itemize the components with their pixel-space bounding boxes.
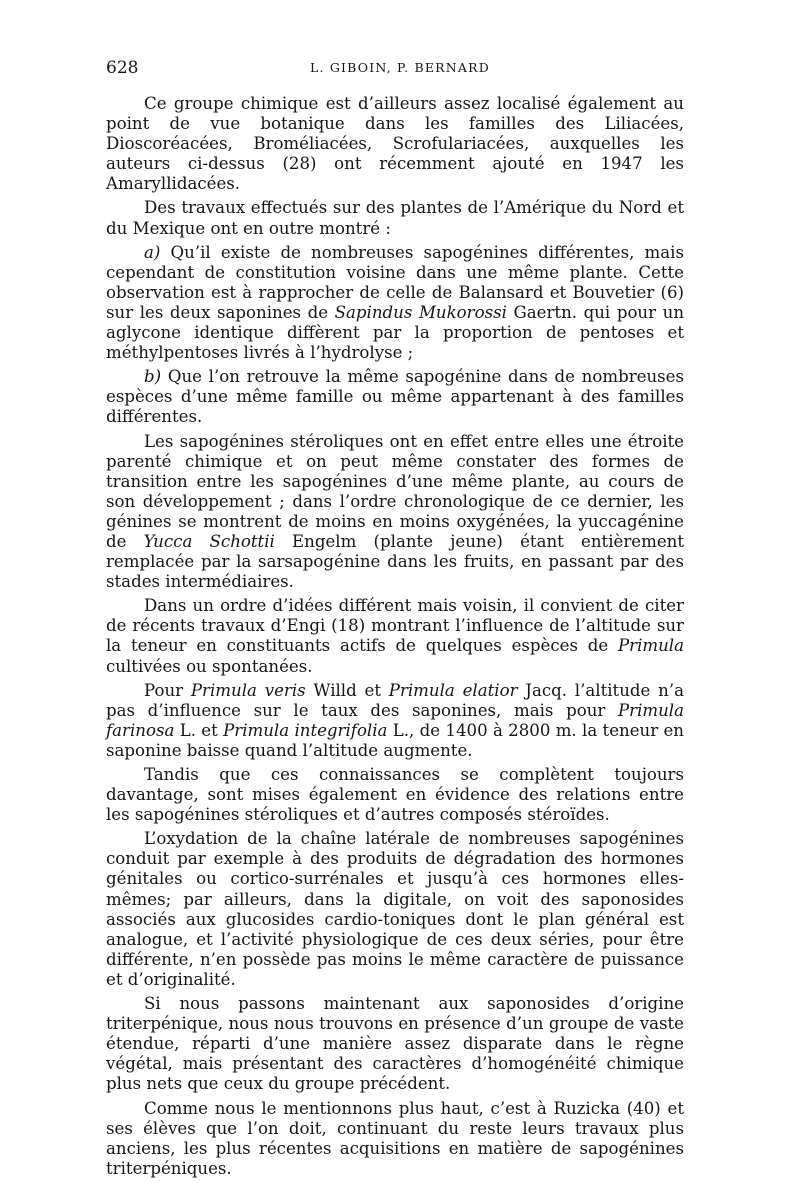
species-name: Primula: [617, 636, 684, 656]
species-name: Primula farinosa: [106, 700, 684, 740]
species-name: Primula elatior: [388, 680, 518, 700]
running-head-authors: L. GIBOIN, P. BERNARD: [309, 60, 490, 75]
text-segment: Qu’il existe de nombreuses sapogénines différentes, mais cependant de constitution voisine dans une même plante. Cette observation est à rapprocher de celle de Balansard et Bouvetier (6) sur les deux saponines de: [106, 242, 684, 322]
paragraph-list-item-b: [106, 367, 684, 427]
text-segment: Engelm (plante jeune) étant entièrement remplacée par la sarsapogénine dans les fruits, en passant par des stades intermédiaires.: [106, 531, 684, 592]
text-segment: Dans un ordre d’idées différent mais voisin, il convient de citer de récents travaux d’Engi (18) montrant l’influence de l’altitude sur la teneur en constituants actifs de quelques espèces de: [106, 596, 684, 656]
paragraph: [106, 829, 684, 990]
text-segment: cultivées ou spontanées.: [106, 656, 313, 676]
paragraph-list-item-a: [106, 243, 684, 364]
text-segment: Tandis que ces connaissances se complètent toujours davantage, sont mises également en évidence des relations entre les sapogénines stéroliques et d’autres composés stéroïdes.: [106, 765, 684, 825]
text-segment: Willd et: [305, 680, 389, 700]
paragraph: [106, 994, 684, 1094]
text-segment: Des travaux effectués sur des plantes de l’Amérique du Nord et du Mexique ont en outre montré :: [106, 198, 684, 238]
page-header: [106, 58, 694, 82]
text-segment: Les sapogénines stéroliques ont en effet entre elles une étroite parenté chimique et on peut même constater des formes de transition entre les sapogénines d’une même plante, au cours de son développement ; dans l’ordre chronologique de ce dernier, les génines se montrent de moins en moins oxygénées, la yuccagénine de: [106, 431, 684, 551]
text-segment: L., de 1400 à 2800 m. la teneur en saponine baisse quand l’altitude augmente.: [106, 720, 684, 760]
species-name: Primula integrifolia: [223, 720, 388, 740]
text-segment: Gaertn. qui pour un aglycone identique diffèrent par la proportion de pentoses et méthylpentoses livrés à l’hydrolyse ;: [106, 302, 685, 363]
body-text: [106, 94, 684, 1183]
paragraph: [106, 94, 684, 194]
paragraph: [106, 198, 684, 238]
paragraph: [106, 765, 684, 825]
species-name: Primula veris: [190, 680, 306, 700]
species-name: Yucca Schottii: [143, 531, 275, 551]
text-segment: Jacq. l’altitude n’a pas d’influence sur le taux des saponines, mais pour: [106, 680, 684, 720]
text-segment: L. et: [174, 720, 224, 740]
page-number: 628: [106, 58, 139, 78]
text-segment: L’oxydation de la chaîne latérale de nombreuses sapogénines conduit par exemple à des produits de dégradation des hormones génitales ou cortico-surrénales et jusqu’à ces hormones elles-mêmes; par ailleurs, dans la digitale, on voit des saponosides associés aux glucosides cardio-toniques dont le plan général est analogue, et l’activité physiologique de ces deux séries, pour être différente, n’en possède pas moins le même caractère de puissance et d’originalité.: [106, 829, 684, 989]
paragraph: [106, 681, 684, 761]
species-name: Sapindus Mukorossi: [334, 302, 507, 322]
paragraph: [106, 596, 684, 676]
text-segment: Comme nous le mentionnons plus haut, c’est à Ruzicka (40) et ses élèves que l’on doit, continuant du reste leurs travaux plus anciens, les plus récentes acquisitions en matière de sapogénines triterpéniques.: [106, 1098, 684, 1178]
list-marker: b): [144, 367, 162, 387]
list-marker: a): [144, 242, 161, 262]
text-segment: Ce groupe chimique est d’ailleurs assez localisé également au point de vue botanique dans les familles des Liliacées, Dioscoréacées, Broméliacées, Scrofulariacées, auxquelles les auteurs ci-dessus (28) ont récemment ajouté en 1947 les Amaryllidacées.: [106, 94, 684, 194]
paragraph: [106, 1099, 684, 1179]
paragraph: [106, 432, 684, 593]
text-segment: Que l’on retrouve la même sapogénine dans de nombreuses espèces d’une même famille ou même appartenant à des familles différentes.: [106, 367, 684, 427]
text-segment: Pour: [144, 680, 191, 700]
text-segment: Si nous passons maintenant aux saponosides d’origine triterpénique, nous nous trouvons en présence d’un groupe de vaste étendue, réparti d’une manière assez disparate dans le règne végétal, mais présentant des caractères d’homogénéité chimique plus nets que ceux du groupe précédent.: [106, 994, 684, 1094]
